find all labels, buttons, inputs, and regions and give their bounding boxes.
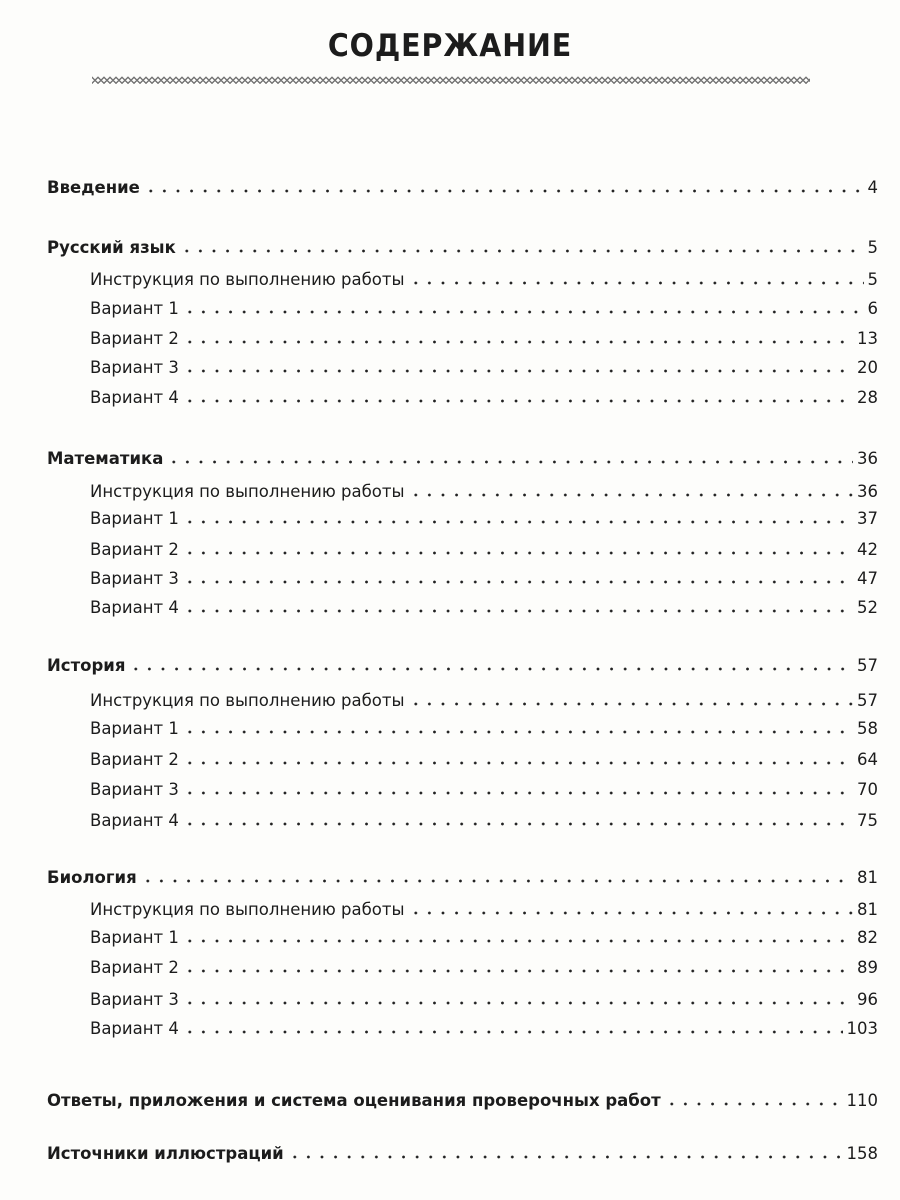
toc-subentry [90, 358, 878, 378]
toc-subentry [90, 1019, 878, 1039]
page-number: 89 [857, 958, 878, 977]
entry-label: Вариант 1 [90, 719, 179, 738]
entry-label: Русский язык [47, 238, 176, 257]
page-number: 81 [857, 868, 878, 887]
toc-section-entry [47, 656, 878, 676]
entry-label: Вариант 4 [90, 388, 179, 407]
entry-label: Вариант 2 [90, 329, 179, 348]
dot-leader [167, 459, 853, 465]
page-number: 36 [857, 449, 878, 468]
toc-section-entry [47, 178, 878, 198]
dot-leader [183, 608, 853, 614]
toc-section-entry [47, 449, 878, 469]
toc-subentry [90, 928, 878, 948]
page-number: 96 [857, 990, 878, 1009]
dot-leader [183, 368, 853, 374]
page-number: 5 [867, 238, 878, 257]
dot-leader [183, 1000, 853, 1006]
entry-label: Вариант 3 [90, 569, 179, 588]
toc-subentry [90, 299, 878, 319]
page-number: 158 [846, 1144, 878, 1163]
page-number: 103 [846, 1019, 878, 1038]
entry-label: История [47, 656, 126, 675]
entry-label: Источники иллюстраций [47, 1144, 284, 1163]
entry-label: Инструкция по выполнению работы [90, 482, 405, 501]
dot-leader [183, 519, 853, 525]
entry-label: Вариант 2 [90, 958, 179, 977]
page-number: 64 [857, 750, 878, 769]
page-number: 36 [857, 482, 878, 501]
toc-subentry [90, 540, 878, 560]
page-number: 5 [867, 270, 878, 289]
dot-leader [183, 938, 853, 944]
entry-label: Математика [47, 449, 164, 468]
dot-leader [183, 398, 853, 404]
entry-label: Вариант 1 [90, 299, 179, 318]
dot-leader [183, 790, 853, 796]
toc-section-entry [47, 1144, 878, 1164]
page-number: 47 [857, 569, 878, 588]
dot-leader [183, 550, 853, 556]
page-number: 20 [857, 358, 878, 377]
toc-subentry [90, 509, 878, 529]
dot-leader [180, 248, 864, 254]
toc-subentry [90, 780, 878, 800]
entry-label: Инструкция по выполнению работы [90, 900, 405, 919]
entry-label: Ответы, приложения и система оценивания проверочных работ [47, 1091, 661, 1110]
dot-leader [183, 579, 853, 585]
dot-leader [141, 878, 853, 884]
dot-leader [129, 666, 853, 672]
toc-subentry [90, 388, 878, 408]
dot-leader [183, 1029, 843, 1035]
toc-subentry [90, 270, 878, 290]
page-number: 58 [857, 719, 878, 738]
dot-leader [665, 1101, 843, 1107]
page-number: 28 [857, 388, 878, 407]
toc-section-entry [47, 868, 878, 888]
page-number: 75 [857, 811, 878, 830]
toc-subentry [90, 691, 878, 711]
entry-label: Вариант 3 [90, 358, 179, 377]
toc-subentry [90, 329, 878, 349]
dot-leader [409, 280, 864, 286]
entry-label: Вариант 4 [90, 811, 179, 830]
entry-label: Вариант 1 [90, 928, 179, 947]
page-number: 110 [846, 1091, 878, 1110]
page-number: 42 [857, 540, 878, 559]
dot-leader [183, 968, 853, 974]
entry-label: Вариант 3 [90, 990, 179, 1009]
page-number: 82 [857, 928, 878, 947]
dot-leader [144, 188, 864, 194]
dot-leader [409, 492, 853, 498]
toc-subentry [90, 482, 878, 502]
entry-label: Введение [47, 178, 140, 197]
toc-subentry [90, 598, 878, 618]
dot-leader [409, 701, 853, 707]
toc-section-entry [47, 238, 878, 258]
toc-subentry [90, 719, 878, 739]
dot-leader [288, 1154, 843, 1160]
page-number: 37 [857, 509, 878, 528]
dot-leader [183, 339, 853, 345]
toc-subentry [90, 900, 878, 920]
entry-label: Вариант 1 [90, 509, 179, 528]
page-number: 13 [857, 329, 878, 348]
dot-leader [183, 760, 853, 766]
toc-subentry [90, 958, 878, 978]
page-number: 70 [857, 780, 878, 799]
entry-label: Вариант 2 [90, 540, 179, 559]
decorative-divider [92, 76, 810, 84]
page-number: 52 [857, 598, 878, 617]
entry-label: Вариант 2 [90, 750, 179, 769]
toc-subentry [90, 750, 878, 770]
entry-label: Вариант 3 [90, 780, 179, 799]
toc-subentry [90, 569, 878, 589]
dot-leader [183, 309, 864, 315]
page-number: 57 [857, 691, 878, 710]
dot-leader [183, 821, 853, 827]
entry-label: Биология [47, 868, 137, 887]
toc-subentry [90, 811, 878, 831]
page-number: 57 [857, 656, 878, 675]
toc-subentry [90, 990, 878, 1010]
entry-label: Вариант 4 [90, 1019, 179, 1038]
dot-leader [183, 729, 853, 735]
page-number: 81 [857, 900, 878, 919]
dot-leader [409, 910, 853, 916]
page-number: 4 [867, 178, 878, 197]
entry-label: Вариант 4 [90, 598, 179, 617]
toc-section-entry [47, 1091, 878, 1111]
page-number: 6 [867, 299, 878, 318]
entry-label: Инструкция по выполнению работы [90, 270, 405, 289]
page-title: СОДЕРЖАНИЕ [327, 28, 573, 64]
entry-label: Инструкция по выполнению работы [90, 691, 405, 710]
